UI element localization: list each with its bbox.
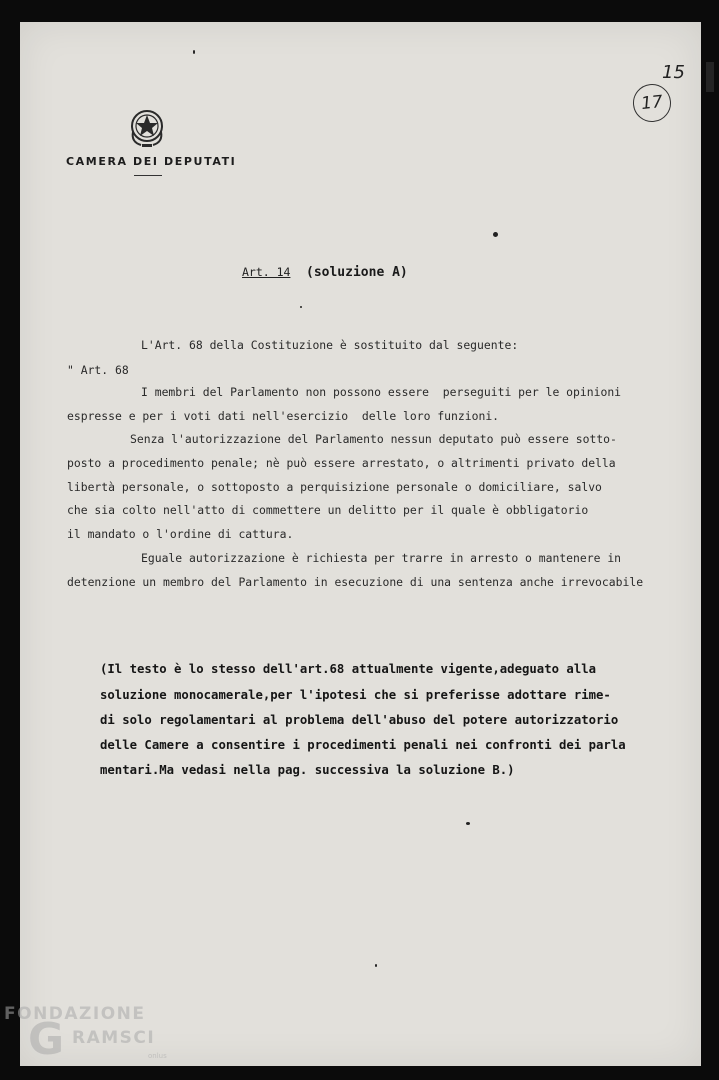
note-line: delle Camere a consentire i procedimenti penali nei confronti dei parla: [100, 738, 626, 752]
body-intro: L'Art. 68 della Costituzione è sostituito dal seguente:: [141, 338, 519, 352]
watermark-bottom-text: RAMSCI: [72, 1028, 156, 1048]
body-line: Senza l'autorizzazione del Parlamento nessun deputato può essere sotto-: [130, 432, 617, 446]
body-line: libertà personale, o sottoposto a perquisizione personale o domiciliare, salvo: [67, 480, 602, 494]
article-title: Art. 14: [242, 265, 291, 279]
quote-heading: " Art. 68: [67, 363, 129, 377]
edge-mark: [706, 62, 714, 92]
note-line: di solo regolamentari al problema dell'abuso del potere autorizzatorio: [100, 713, 619, 727]
article-solution: (soluzione A): [306, 265, 408, 280]
circled-page-number: 17: [631, 82, 673, 124]
body-line: I membri del Parlamento non possono essere perseguiti per le opinioni: [141, 385, 622, 399]
note-line: soluzione monocamerale,per l'ipotesi che si preferisse adottare rime-: [100, 688, 611, 702]
ink-speck: [493, 232, 498, 237]
body-line: posto a procedimento penale; nè può essere arrestato, o altrimenti privato della: [67, 456, 616, 470]
note-line: mentari.Ma vedasi nella pag. successiva la soluzione B.): [100, 763, 515, 777]
italian-republic-emblem-icon: [127, 106, 167, 150]
ink-speck: [466, 822, 470, 825]
document-page: [20, 22, 701, 1066]
body-line: che sia colto nell'atto di commettere un delitto per il quale è obbligatorio: [67, 503, 589, 517]
ink-speck: [375, 964, 377, 967]
ink-speck: [193, 50, 195, 54]
handwritten-page-number: 15: [662, 62, 685, 83]
ink-speck: [300, 306, 302, 308]
note-line: (Il testo è lo stesso dell'art.68 attualmente vigente,adeguato alla: [100, 662, 597, 676]
body-line: Eguale autorizzazione è richiesta per trarre in arresto o mantenere in: [141, 551, 622, 565]
watermark-letter: G: [28, 1014, 65, 1065]
body-line: detenzione un membro del Parlamento in esecuzione di una sentenza anche irrevocabile: [67, 575, 644, 589]
institution-underline: [134, 175, 162, 176]
body-line: il mandato o l'ordine di cattura.: [67, 527, 294, 541]
watermark-top-text: FONDAZIONE: [4, 1004, 146, 1024]
body-line: espresse e per i voti dati nell'esercizio delle loro funzioni.: [67, 409, 500, 423]
institution-name: CAMERA DEI DEPUTATI: [66, 155, 237, 168]
watermark-small-text: onlus: [148, 1052, 167, 1060]
